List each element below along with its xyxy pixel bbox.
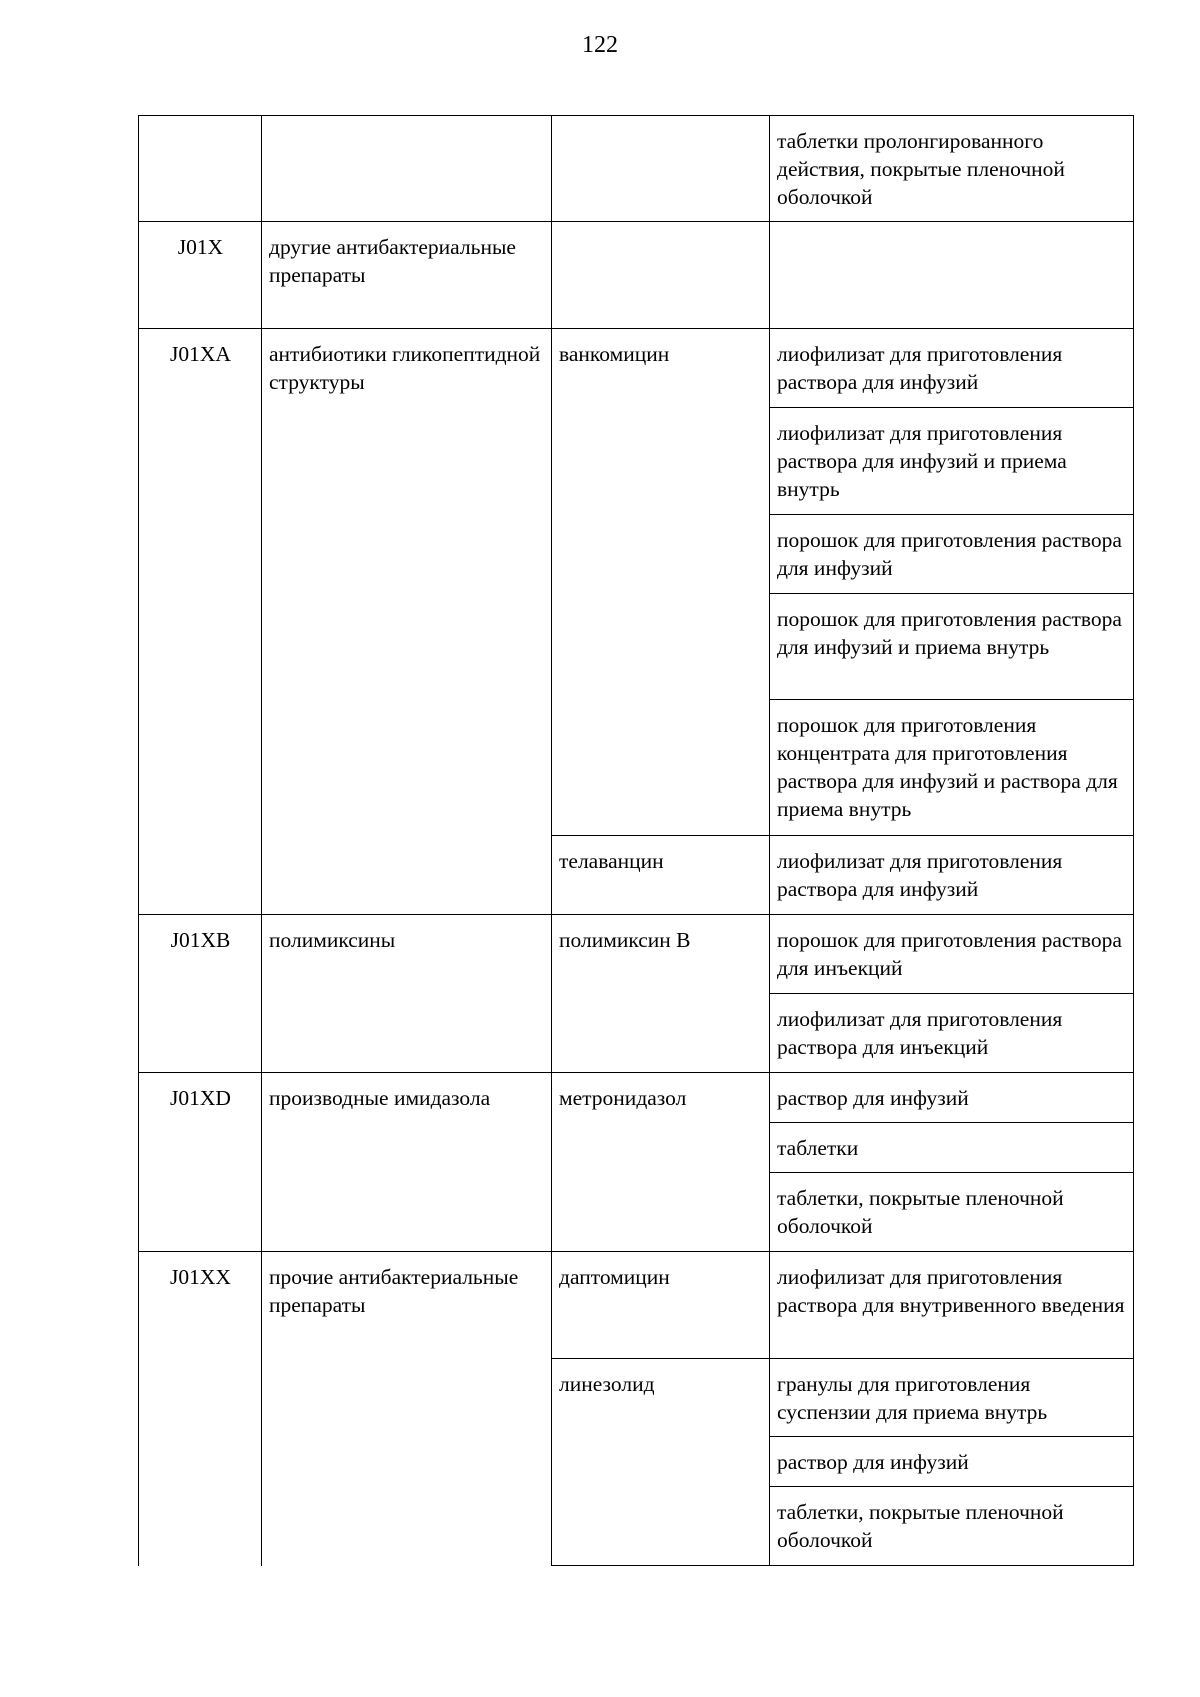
dosage-form-cell: раствор для инфузий xyxy=(770,1437,1134,1487)
group-name-cell: другие антибактериальные препараты xyxy=(262,222,552,329)
drug-name-cell xyxy=(552,116,770,222)
table-row xyxy=(139,116,1134,222)
atc-code-cell: J01XX xyxy=(139,1252,262,1566)
atc-code-cell: J01XB xyxy=(139,915,262,1073)
dosage-form-cell: раствор для инфузий xyxy=(770,1073,1134,1123)
table-row xyxy=(139,222,1134,329)
drug-name-cell: метронидазол xyxy=(552,1073,770,1252)
drug-classification-table xyxy=(138,115,1134,1566)
atc-code-cell: J01XA xyxy=(139,329,262,915)
dosage-form-cell xyxy=(770,222,1134,329)
dosage-form-cell: порошок для приготовления раствора для инфузий и приема внутрь xyxy=(770,594,1134,700)
dosage-form-cell: гранулы для приготовления суспензии для приема внутрь xyxy=(770,1359,1134,1437)
atc-code-cell xyxy=(139,116,262,222)
drug-name-cell: телаванцин xyxy=(552,836,770,915)
dosage-form-cell: порошок для приготовления концентрата для приготовления раствора для инфузий и раствора для приема внутрь xyxy=(770,700,1134,836)
atc-code-cell: J01X xyxy=(139,222,262,329)
dosage-form-cell: лиофилизат для приготовления раствора для инъекций xyxy=(770,994,1134,1073)
drug-name-cell: даптомицин xyxy=(552,1252,770,1359)
dosage-form-cell: лиофилизат для приготовления раствора для инфузий xyxy=(770,836,1134,915)
drug-name-cell: ванкомицин xyxy=(552,329,770,836)
dosage-form-cell: порошок для приготовления раствора для инъекций xyxy=(770,915,1134,994)
drug-name-cell xyxy=(552,222,770,329)
dosage-form-cell: таблетки, покрытые пленочной оболочкой xyxy=(770,1487,1134,1566)
drug-name-cell: полимиксин В xyxy=(552,915,770,1073)
dosage-form-cell: порошок для приготовления раствора для инфузий xyxy=(770,515,1134,594)
group-name-cell: полимиксины xyxy=(262,915,552,1073)
dosage-form-cell: лиофилизат для приготовления раствора для внутривенного введения xyxy=(770,1252,1134,1359)
table-row xyxy=(139,915,1134,994)
dosage-form-cell: таблетки xyxy=(770,1123,1134,1173)
table-row xyxy=(139,329,1134,408)
atc-code-cell: J01XD xyxy=(139,1073,262,1252)
group-name-cell: антибиотики гликопептидной структуры xyxy=(262,329,552,915)
dosage-form-cell: лиофилизат для приготовления раствора для инфузий и приема внутрь xyxy=(770,408,1134,515)
group-name-cell: производные имидазола xyxy=(262,1073,552,1252)
table-row xyxy=(139,1252,1134,1359)
dosage-form-cell: таблетки пролонгированного действия, покрытые пленочной оболочкой xyxy=(770,116,1134,222)
table-row xyxy=(139,1073,1134,1123)
dosage-form-cell: лиофилизат для приготовления раствора для инфузий xyxy=(770,329,1134,408)
group-name-cell xyxy=(262,116,552,222)
page-number: 122 xyxy=(582,32,618,58)
group-name-cell: прочие антибактериальные препараты xyxy=(262,1252,552,1566)
dosage-form-cell: таблетки, покрытые пленочной оболочкой xyxy=(770,1173,1134,1252)
drug-name-cell: линезолид xyxy=(552,1359,770,1566)
